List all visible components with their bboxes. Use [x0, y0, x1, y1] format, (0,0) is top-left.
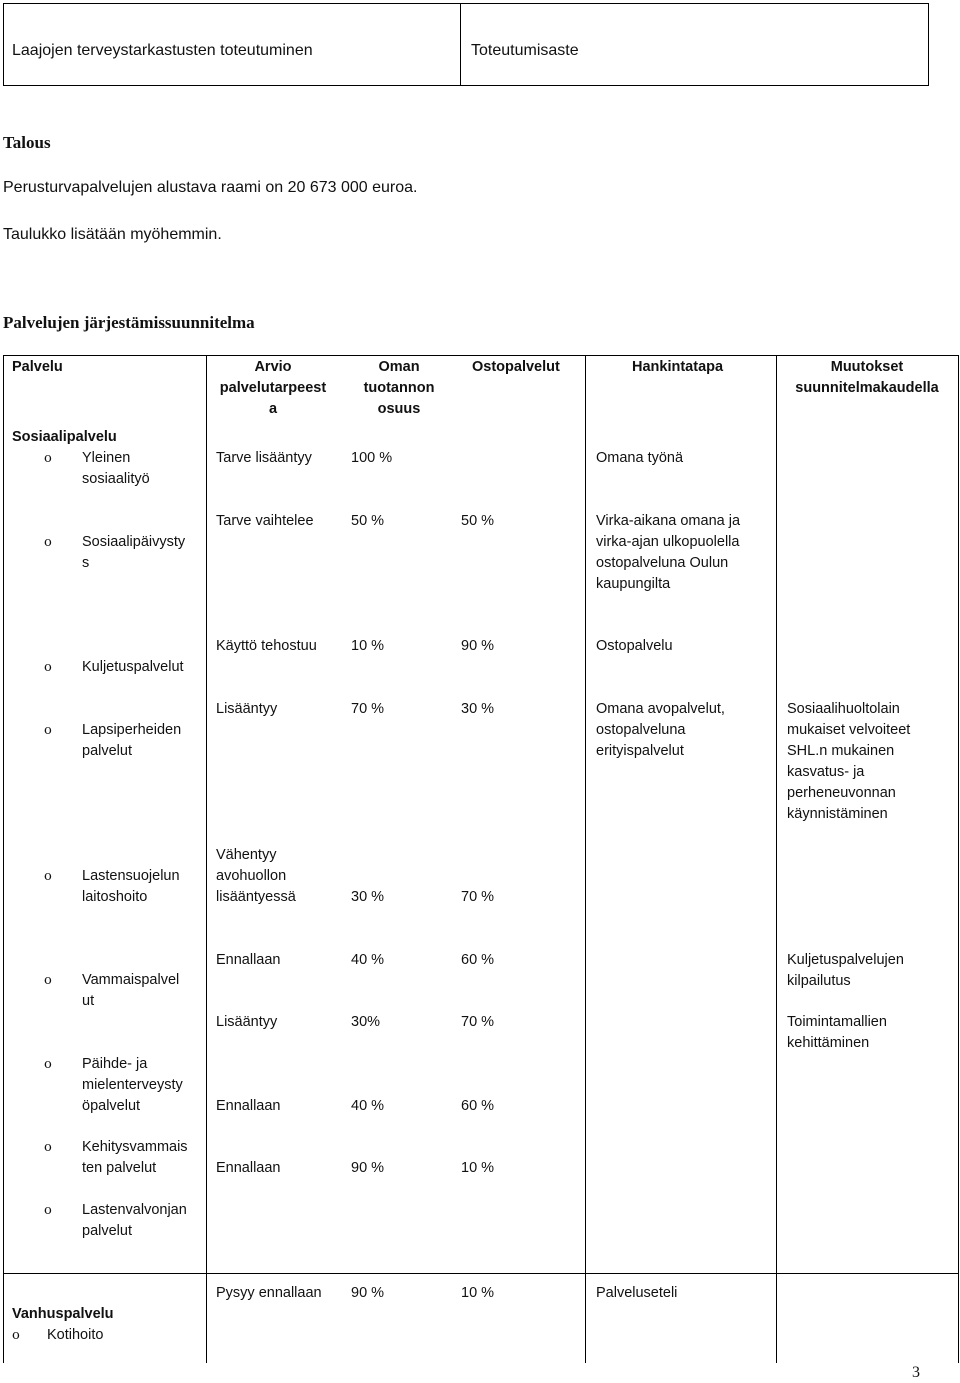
bullet: ο [44, 660, 52, 675]
row-paivystys-name: Sosiaalipäivysty s [82, 534, 186, 571]
bullet: ο [44, 723, 52, 738]
row-lapsi-osto: 30 % [461, 701, 495, 717]
row-kuljetus-osto: 90 % [461, 638, 495, 654]
vanhus-arvio: Pysyy ennallaan [216, 1285, 322, 1301]
row-valvonta-name: Lastenvalvonjan palvelut [82, 1202, 187, 1239]
header-palvelu: Palvelu [12, 359, 63, 375]
row-lastensuojelu-arvio: Vähentyy avohuollon lisääntyessä [216, 847, 296, 905]
row-lapsi-hankinta: Omana avopalvelut, ostopalveluna erityispalvelut [596, 701, 725, 759]
row-paihde-osto: 60 % [461, 1098, 495, 1114]
bullet: ο [44, 535, 52, 550]
row-vammais-osto: 60 % [461, 952, 495, 968]
row-paivystys-osto: 50 % [461, 513, 495, 529]
bullet: ο [44, 1203, 52, 1218]
header-arvio: Arvio palvelutarpeest a [219, 359, 327, 417]
bullet: ο [12, 1328, 20, 1343]
header-hankintatapa: Hankintatapa [632, 359, 724, 375]
top-table-col1: Laajojen terveystarkastusten toteutuminen [12, 42, 313, 59]
row-kehitys-osto: 10 % [461, 1160, 495, 1176]
row-kehitys-oman: 90 % [351, 1160, 385, 1176]
row-yleinen-hankinta: Omana työnä [596, 450, 684, 466]
page-number: 3 [912, 1364, 920, 1381]
sosiaalipalvelu-heading: Sosiaalipalvelu [12, 429, 117, 445]
row-vammais-name: Vammaispalvel ut [82, 972, 180, 1009]
row-extra-oman: 30% [351, 1014, 381, 1030]
row-lapsi-muutokset: Sosiaalihuoltolain mukaiset velvoiteet SHL.n mukainen kasvatus- ja perheneuvonnan käynnistäminen [787, 701, 911, 822]
row-paihde-arvio: Ennallaan [216, 1098, 281, 1114]
row-lastensuojelu-osto: 70 % [461, 889, 495, 905]
row-yleinen-name: Yleinen sosiaalityö [82, 450, 150, 487]
header-oman: Oman tuotannon osuus [363, 359, 435, 417]
row-paivystys-arvio: Tarve vaihtelee [216, 513, 314, 529]
row-kuljetus-name: Kuljetuspalvelut [82, 659, 184, 675]
bullet: ο [44, 869, 52, 884]
row-kuljetus-arvio: Käyttö tehostuu [216, 638, 317, 654]
row-vammais-muutokset: Kuljetuspalvelujen kilpailutus [787, 952, 904, 989]
vanhus-separator [3, 1273, 959, 1274]
row-vammais-arvio: Ennallaan [216, 952, 281, 968]
talous-line2: Taulukko lisätään myöhemmin. [3, 226, 222, 243]
row-yleinen-arvio: Tarve lisääntyy [216, 450, 312, 466]
bullet: ο [44, 973, 52, 988]
row-lastensuojelu-oman: 30 % [351, 889, 385, 905]
row-extra-osto: 70 % [461, 1014, 495, 1030]
bullet: ο [44, 1140, 52, 1155]
row-lapsi-name: Lapsiperheiden palvelut [82, 722, 182, 759]
talous-line1: Perusturvapalvelujen alustava raami on 20 673 000 euroa. [3, 179, 418, 196]
row-kuljetus-oman: 10 % [351, 638, 385, 654]
header-ostopalvelut: Ostopalvelut [472, 359, 560, 375]
vanhus-oman: 90 % [351, 1285, 385, 1301]
row-lapsi-oman: 70 % [351, 701, 385, 717]
row-kehitys-arvio: Ennallaan [216, 1160, 281, 1176]
row-paivystys-oman: 50 % [351, 513, 385, 529]
vanhus-heading: Vanhuspalvelu [12, 1306, 114, 1322]
row-extra-muutokset: Toimintamallien kehittäminen [787, 1014, 887, 1051]
row-yleinen-oman: 100 % [351, 450, 393, 466]
bullet: ο [44, 1057, 52, 1072]
row-lapsi-arvio: Lisääntyy [216, 701, 278, 717]
bullet: ο [44, 451, 52, 466]
row-kuljetus-hankinta: Ostopalvelu [596, 638, 673, 654]
talous-heading: Talous [3, 133, 51, 152]
vanhus-kotihoito: Kotihoito [47, 1327, 104, 1343]
header-muutokset: Muutokset suunnitelmakaudella [795, 359, 939, 396]
vanhus-osto: 10 % [461, 1285, 495, 1301]
plan-heading: Palvelujen järjestämissuunnitelma [3, 313, 255, 332]
vanhus-hankinta: Palveluseteli [596, 1285, 678, 1301]
row-lastensuojelu-name: Lastensuojelun laitoshoito [82, 868, 180, 905]
row-paivystys-hankinta: Virka-aikana omana ja virka-ajan ulkopuolella ostopalveluna Oulun kaupungilta [596, 513, 741, 592]
row-extra-arvio: Lisääntyy [216, 1014, 278, 1030]
row-paihde-name: Päihde- ja mielenterveysty öpalvelut [82, 1056, 183, 1114]
row-paihde-oman: 40 % [351, 1098, 385, 1114]
top-table-col2: Toteutumisaste [471, 42, 579, 59]
row-vammais-oman: 40 % [351, 952, 385, 968]
row-kehitys-name: Kehitysvammais ten palvelut [82, 1139, 188, 1176]
table-top-border [3, 355, 959, 356]
